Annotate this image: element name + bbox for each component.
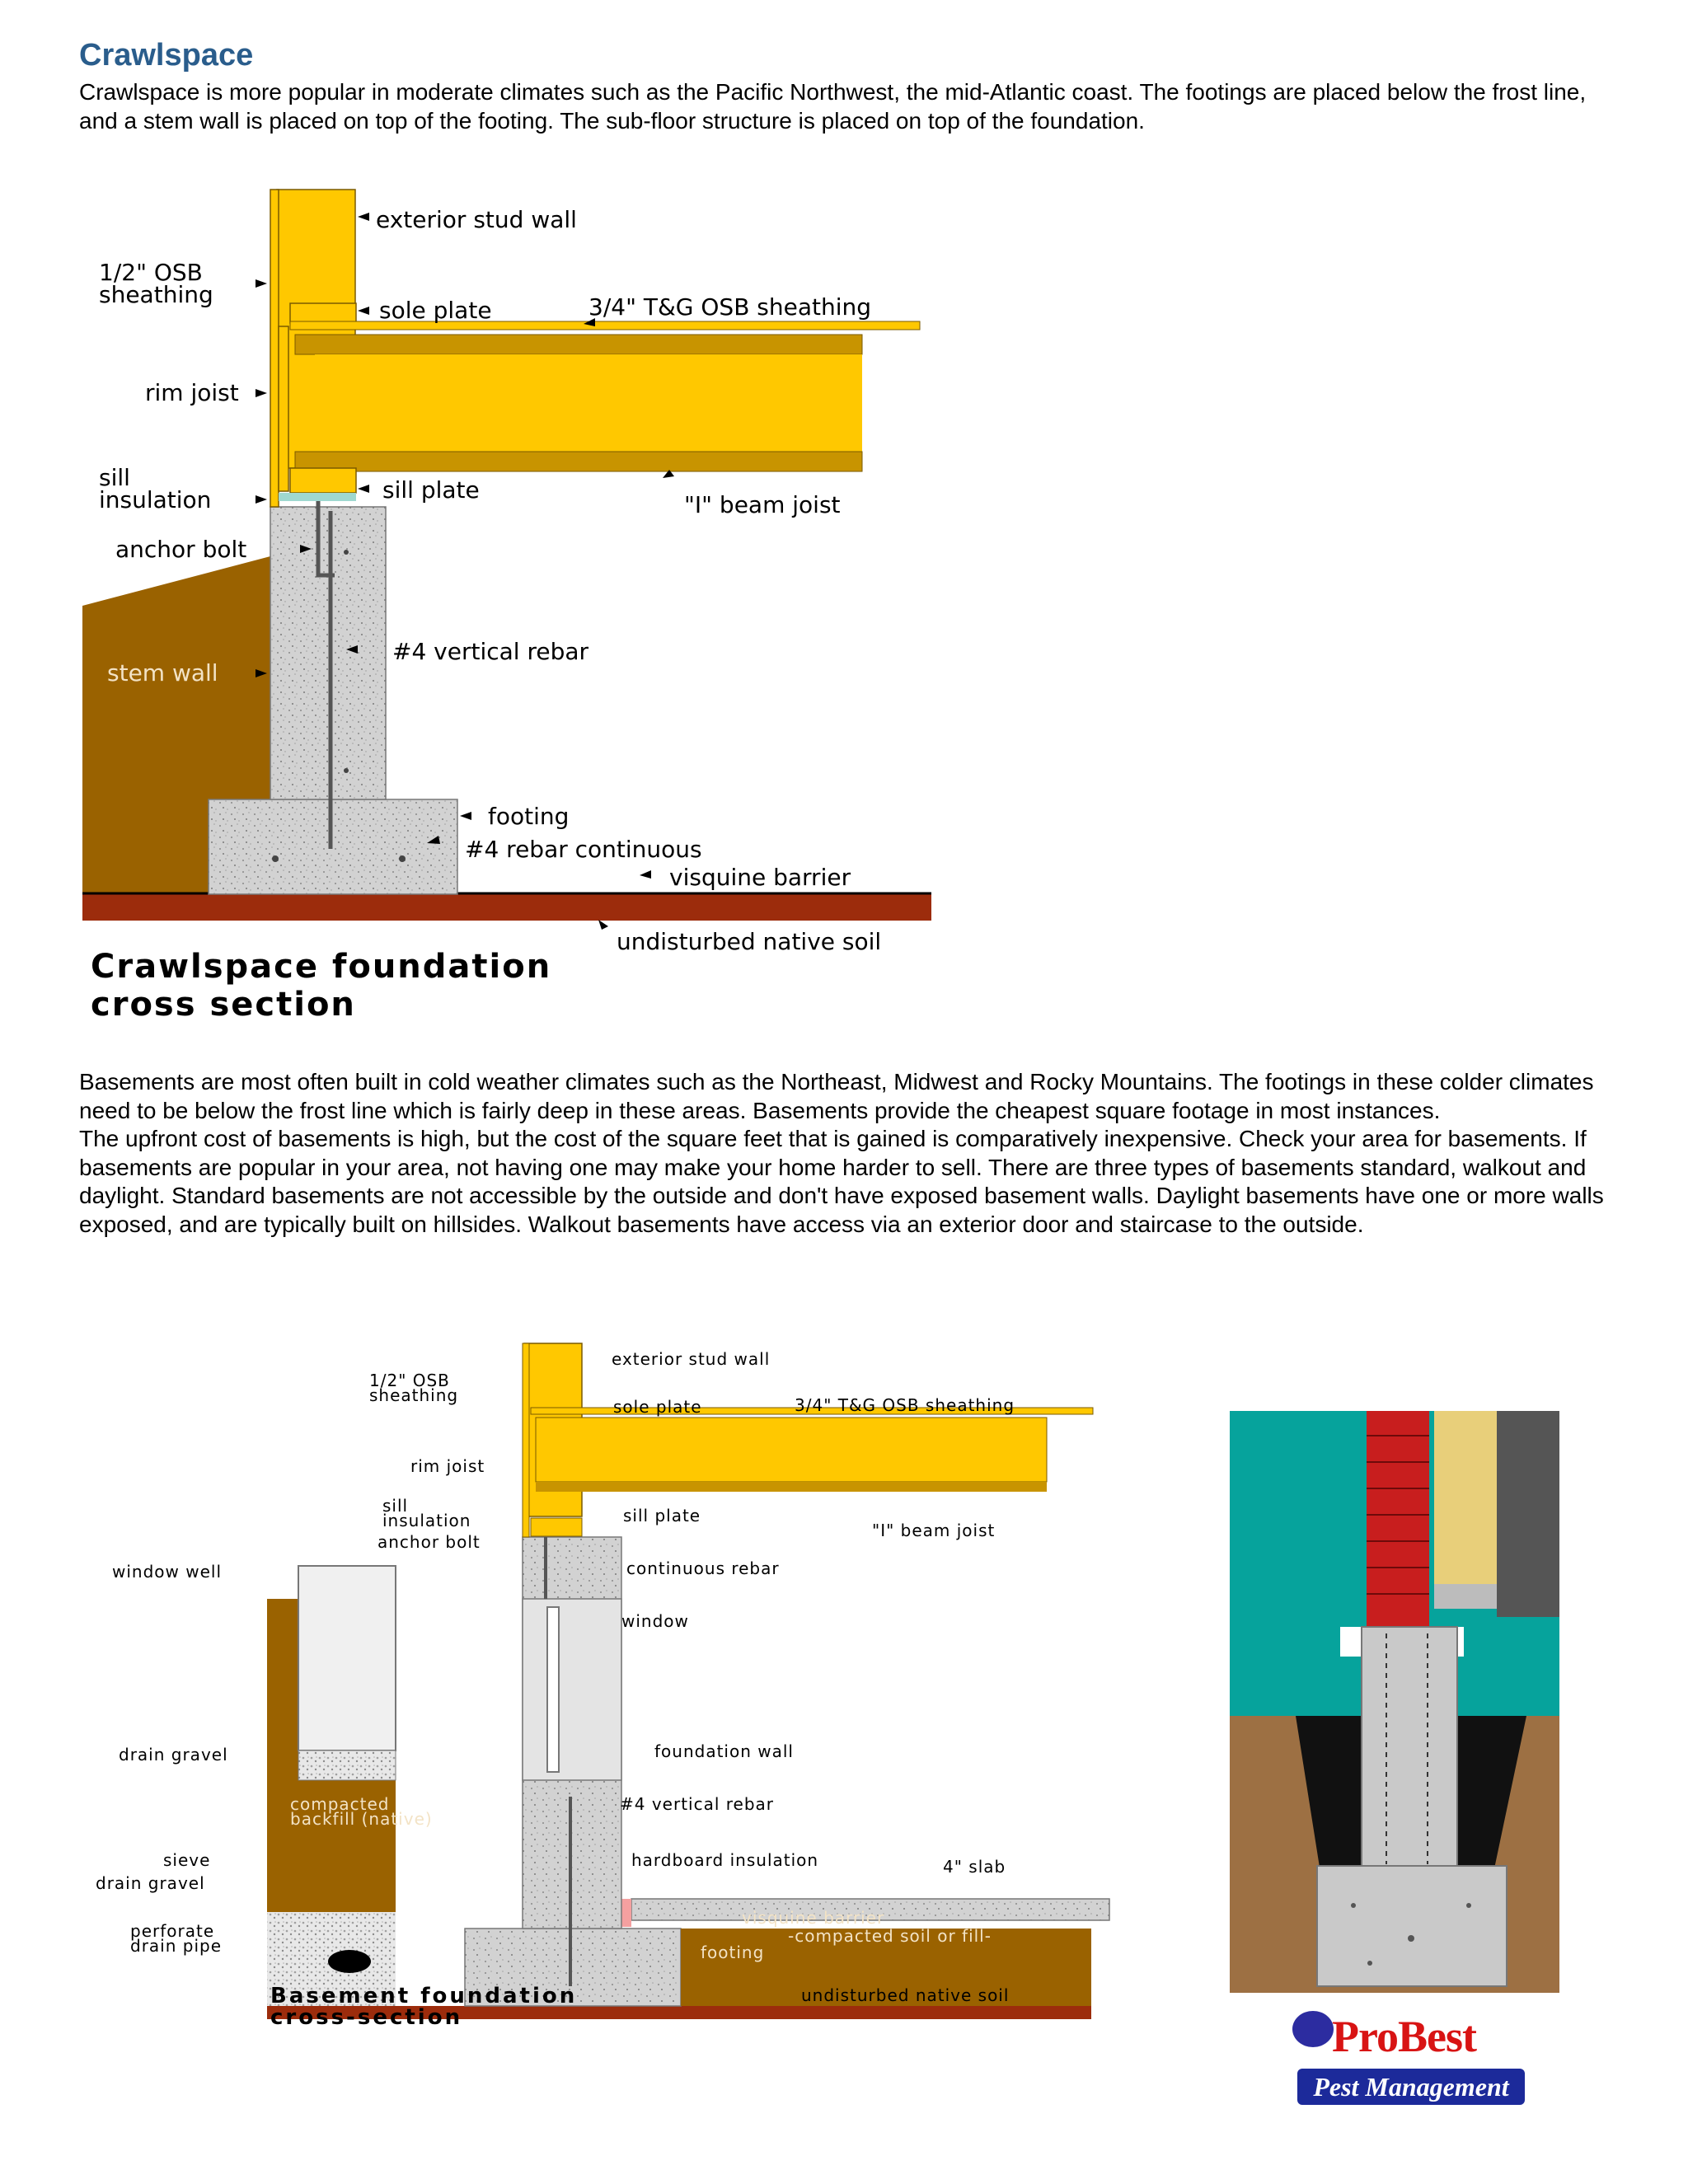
b-label-exterior-stud-wall: exterior stud wall: [612, 1349, 771, 1369]
b-label-perforate-1: perforate: [130, 1921, 215, 1941]
label-rim-joist: rim joist: [145, 379, 239, 406]
label-i-beam-joist: "I" beam joist: [684, 491, 841, 518]
stem-wall: [270, 507, 386, 799]
label-native-soil: undisturbed native soil: [617, 928, 882, 955]
label-sole-plate: sole plate: [379, 297, 492, 324]
b-label-sill-2: insulation: [382, 1511, 471, 1530]
label-stem-wall: stem wall: [107, 659, 218, 687]
b-label-continuous-rebar: continuous rebar: [626, 1558, 780, 1578]
b-caption-line-2: cross-section: [270, 2005, 463, 2030]
foundation-illustration: [1230, 1411, 1559, 1993]
b-label-drain-gravel-bottom: drain gravel: [96, 1873, 205, 1893]
b-label-anchor-bolt: anchor bolt: [377, 1532, 481, 1552]
b-label-perforate-2: drain pipe: [130, 1936, 223, 1956]
window: [523, 1599, 621, 1780]
b-label-native-soil: undisturbed native soil: [801, 1985, 1010, 2005]
label-sill-2: insulation: [99, 486, 212, 513]
b-label-compacted-2: backfill (native): [290, 1809, 433, 1829]
basement-text: [79, 1068, 1629, 1239]
label-osb-2: sheathing: [99, 281, 213, 308]
b-label-compacted-soil: -compacted soil or fill-: [788, 1926, 992, 1946]
caption-line-1: Crawlspace foundation: [91, 948, 552, 986]
logo-brand: ProBest: [1332, 2012, 1476, 2061]
basement-paragraph-1: Basements are most often built in cold weather climates such as the Northeast, Midwest and Rocky Mountains. The footings in these colder climates need to be below the frost line which is fairly deep in these areas. Basements provide the cheapest square footage in most instances.: [79, 1069, 1594, 1123]
b-label-window: window: [621, 1611, 689, 1631]
label-sill-plate: sill plate: [382, 476, 480, 504]
i-beam-joist: [536, 1418, 1047, 1482]
b-label-slab: 4" slab: [943, 1857, 1006, 1877]
probest-logo: [1292, 2011, 1531, 2118]
b-label-sieve: sieve: [163, 1850, 211, 1870]
b-label-osb-1: 1/2" OSB: [369, 1371, 450, 1390]
bug-icon: [1292, 2011, 1334, 2047]
b-label-compacted-1: compacted: [290, 1794, 390, 1814]
b-label-i-beam-joist: "I" beam joist: [872, 1521, 996, 1540]
i-beam-joist: [295, 335, 862, 354]
b-label-drain-gravel-top: drain gravel: [119, 1745, 228, 1765]
page-title: Crawlspace: [79, 38, 254, 73]
b-label-sole-plate: sole plate: [613, 1397, 702, 1417]
logo-tagline: Pest Management: [1297, 2069, 1525, 2105]
b-label-sill-1: sill: [382, 1496, 409, 1516]
label-sill-1: sill: [99, 464, 130, 491]
b-label-hardboard: hardboard insulation: [631, 1850, 819, 1870]
crawlspace-diagram: [79, 165, 945, 1038]
b-label-vertical-rebar: #4 vertical rebar: [620, 1794, 775, 1814]
native-soil: [82, 894, 931, 921]
b-label-window-well: window well: [112, 1562, 223, 1582]
b-label-tg-osb: 3/4" T&G OSB sheathing: [795, 1395, 1015, 1415]
basement-diagram: [79, 1335, 1151, 2159]
label-tg-osb: 3/4" T&G OSB sheathing: [588, 293, 872, 321]
label-rebar-continuous: #4 rebar continuous: [465, 836, 702, 863]
label-footing: footing: [488, 803, 570, 830]
window-well: [298, 1566, 396, 1750]
label-osb-1: 1/2" OSB: [99, 259, 203, 286]
b-caption-line-1: Basement foundation: [270, 1984, 578, 2008]
label-vertical-rebar: #4 vertical rebar: [392, 638, 589, 665]
b-label-visquine: visquine barrier: [742, 1908, 885, 1928]
label-visquine: visquine barrier: [669, 864, 851, 891]
b-label-sill-plate: sill plate: [623, 1506, 701, 1526]
label-anchor-bolt: anchor bolt: [115, 536, 247, 563]
b-label-foundation-wall: foundation wall: [654, 1741, 794, 1761]
caption-line-2: cross section: [91, 986, 356, 1024]
crawlspace-intro: Crawlspace is more popular in moderate climates such as the Pacific Northwest, the mid-Atlantic coast. The footings are placed below the frost line, and a stem wall is placed on top of the footing. The sub-floor structure is placed on top of the foundation.: [79, 79, 1587, 134]
label-exterior-stud-wall: exterior stud wall: [376, 206, 577, 233]
basement-paragraph-2: The upfront cost of basements is high, but the cost of the square feet that is gained is comparatively inexpensive. Check your area for basements. If basements are popular in your area, not having one may make your home harder to sell. There are three types of basements standard, walkout and daylight. Standard basements are not accessible by the outside and don't have exposed basement walls. Daylight basements have one or more walls exposed, and are typically built on hillsides. Walkout basements have access via an exterior door and staircase to the outside.: [79, 1126, 1604, 1237]
b-label-osb-2: sheathing: [369, 1385, 459, 1405]
b-label-rim-joist: rim joist: [410, 1456, 485, 1476]
footing: [209, 799, 457, 894]
b-label-footing: footing: [701, 1943, 765, 1962]
